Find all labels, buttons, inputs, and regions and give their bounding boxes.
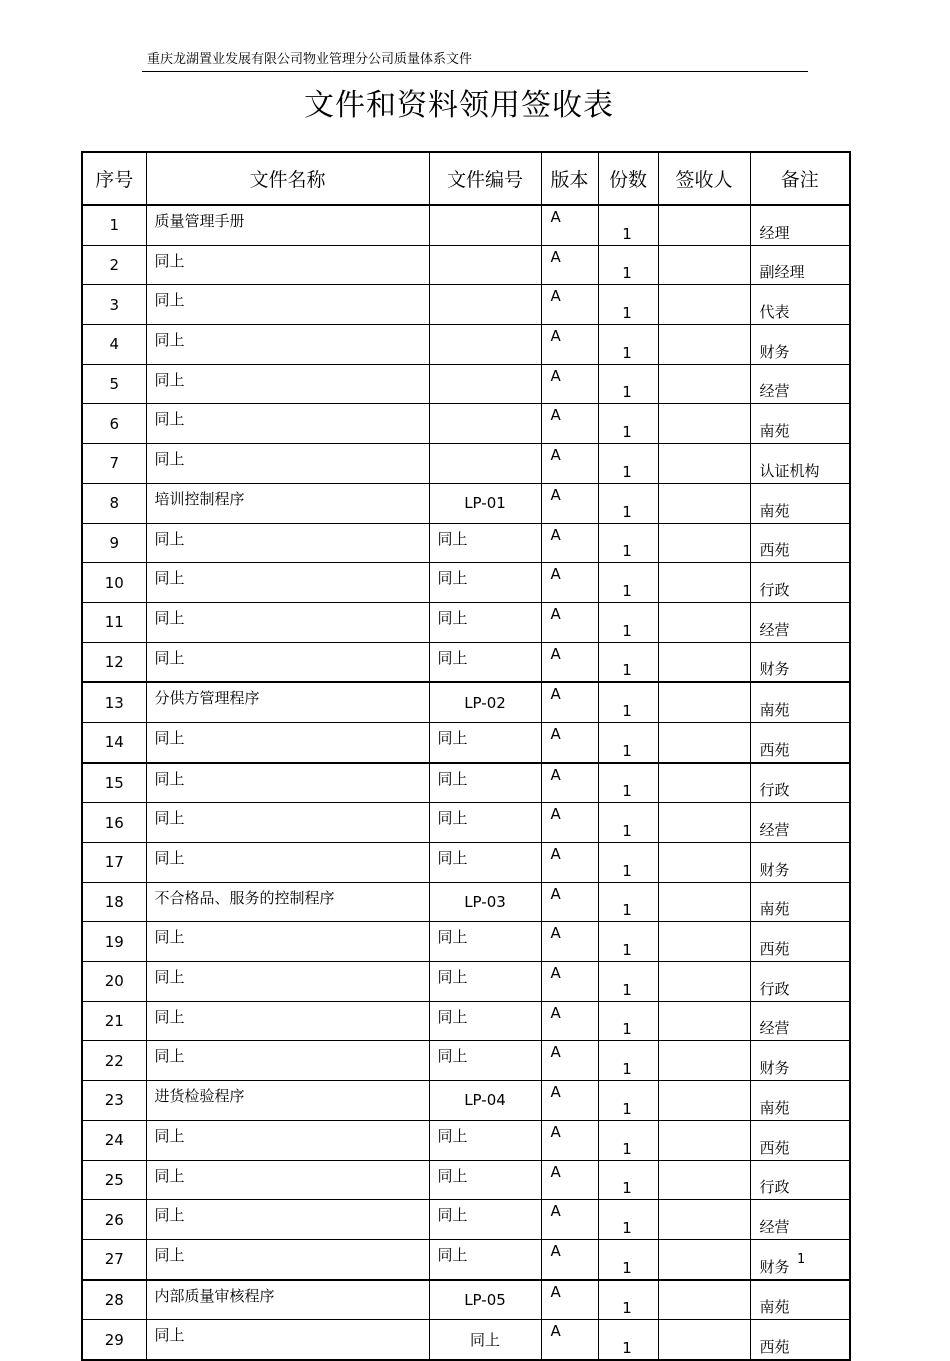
row-document-name: 同上 bbox=[146, 245, 429, 285]
row-note: 南苑 bbox=[750, 882, 850, 922]
row-signer bbox=[658, 205, 750, 245]
row-document-name: 同上 bbox=[146, 642, 429, 682]
row-note: 财务 bbox=[750, 325, 850, 365]
row-note: 财务 bbox=[750, 843, 850, 883]
table-row bbox=[82, 364, 850, 404]
row-version: A bbox=[541, 325, 598, 365]
row-document-name: 同上 bbox=[146, 962, 429, 1002]
row-document-code: LP-05 bbox=[429, 1280, 541, 1320]
row-signer bbox=[658, 922, 750, 962]
row-document-code: 同上 bbox=[429, 1041, 541, 1081]
table-row bbox=[82, 1320, 850, 1360]
row-document-name: 内部质量审核程序 bbox=[146, 1280, 429, 1320]
row-quantity: 1 bbox=[598, 843, 658, 883]
row-note: 西苑 bbox=[750, 722, 850, 762]
page-number: 1 bbox=[797, 1252, 806, 1267]
row-version: A bbox=[541, 404, 598, 444]
row-document-name: 同上 bbox=[146, 922, 429, 962]
row-note: 西苑 bbox=[750, 1320, 850, 1360]
row-signer bbox=[658, 602, 750, 642]
row-note: 经理 bbox=[750, 205, 850, 245]
row-quantity: 1 bbox=[598, 642, 658, 682]
row-version: A bbox=[541, 922, 598, 962]
row-document-name: 同上 bbox=[146, 364, 429, 404]
table-row bbox=[82, 602, 850, 642]
table-row bbox=[82, 843, 850, 883]
row-version: A bbox=[541, 444, 598, 484]
row-number: 27 bbox=[82, 1239, 146, 1279]
sign-off-table bbox=[81, 151, 851, 1361]
row-number: 17 bbox=[82, 843, 146, 883]
row-number: 26 bbox=[82, 1200, 146, 1240]
table-row bbox=[82, 1041, 850, 1081]
row-document-code bbox=[429, 285, 541, 325]
row-document-name: 同上 bbox=[146, 563, 429, 603]
row-quantity: 1 bbox=[598, 1280, 658, 1320]
row-signer bbox=[658, 563, 750, 603]
row-quantity: 1 bbox=[598, 922, 658, 962]
document-header: 重庆龙湖置业发展有限公司物业管理分公司质量体系文件 bbox=[147, 52, 473, 67]
row-document-code: 同上 bbox=[429, 763, 541, 803]
row-signer bbox=[658, 1320, 750, 1360]
row-document-code bbox=[429, 325, 541, 365]
row-signer bbox=[658, 1280, 750, 1320]
page-title: 文件和资料领用签收表 bbox=[304, 88, 614, 123]
row-quantity: 1 bbox=[598, 325, 658, 365]
row-note: 财务 bbox=[750, 1041, 850, 1081]
row-document-code bbox=[429, 205, 541, 245]
row-number: 15 bbox=[82, 763, 146, 803]
row-signer bbox=[658, 325, 750, 365]
row-version: A bbox=[541, 1200, 598, 1240]
table-row bbox=[82, 922, 850, 962]
row-quantity: 1 bbox=[598, 444, 658, 484]
row-version: A bbox=[541, 563, 598, 603]
table-row bbox=[82, 722, 850, 762]
row-quantity: 1 bbox=[598, 364, 658, 404]
row-signer bbox=[658, 1120, 750, 1160]
row-version: A bbox=[541, 1001, 598, 1041]
row-document-name: 同上 bbox=[146, 763, 429, 803]
row-document-code bbox=[429, 444, 541, 484]
row-signer bbox=[658, 1200, 750, 1240]
row-signer bbox=[658, 843, 750, 883]
row-note: 南苑 bbox=[750, 483, 850, 523]
row-version: A bbox=[541, 483, 598, 523]
row-number: 10 bbox=[82, 563, 146, 603]
row-note: 行政 bbox=[750, 763, 850, 803]
row-quantity: 1 bbox=[598, 1041, 658, 1081]
row-document-code: 同上 bbox=[429, 642, 541, 682]
row-document-code: LP-03 bbox=[429, 882, 541, 922]
table-row bbox=[82, 205, 850, 245]
row-document-code: 同上 bbox=[429, 1200, 541, 1240]
table-row bbox=[82, 404, 850, 444]
table-row bbox=[82, 245, 850, 285]
column-header-no: 序号 bbox=[82, 152, 146, 205]
row-document-name: 同上 bbox=[146, 1200, 429, 1240]
row-quantity: 1 bbox=[598, 682, 658, 722]
row-number: 5 bbox=[82, 364, 146, 404]
row-signer bbox=[658, 1041, 750, 1081]
row-document-code: 同上 bbox=[429, 602, 541, 642]
column-header-note: 备注 bbox=[750, 152, 850, 205]
row-note: 西苑 bbox=[750, 1120, 850, 1160]
row-quantity: 1 bbox=[598, 1081, 658, 1121]
row-number: 23 bbox=[82, 1081, 146, 1121]
row-signer bbox=[658, 364, 750, 404]
row-note: 南苑 bbox=[750, 1280, 850, 1320]
row-note: 经营 bbox=[750, 364, 850, 404]
row-document-name: 进货检验程序 bbox=[146, 1081, 429, 1121]
row-document-name: 同上 bbox=[146, 523, 429, 563]
row-quantity: 1 bbox=[598, 523, 658, 563]
row-document-name: 质量管理手册 bbox=[146, 205, 429, 245]
row-document-name: 同上 bbox=[146, 803, 429, 843]
row-version: A bbox=[541, 803, 598, 843]
table-row bbox=[82, 285, 850, 325]
row-number: 11 bbox=[82, 602, 146, 642]
row-number: 4 bbox=[82, 325, 146, 365]
row-version: A bbox=[541, 1041, 598, 1081]
row-signer bbox=[658, 245, 750, 285]
column-header-code: 文件编号 bbox=[429, 152, 541, 205]
row-quantity: 1 bbox=[598, 1160, 658, 1200]
row-document-name: 同上 bbox=[146, 404, 429, 444]
row-document-code: 同上 bbox=[429, 803, 541, 843]
row-number: 25 bbox=[82, 1160, 146, 1200]
table-row bbox=[82, 803, 850, 843]
row-document-code: 同上 bbox=[429, 523, 541, 563]
row-signer bbox=[658, 1001, 750, 1041]
row-note: 行政 bbox=[750, 563, 850, 603]
row-document-name: 同上 bbox=[146, 1320, 429, 1360]
row-number: 12 bbox=[82, 642, 146, 682]
table-row bbox=[82, 325, 850, 365]
row-note: 财务 bbox=[750, 1239, 850, 1279]
row-document-name: 分供方管理程序 bbox=[146, 682, 429, 722]
row-version: A bbox=[541, 722, 598, 762]
row-document-code: 同上 bbox=[429, 1001, 541, 1041]
row-document-name: 同上 bbox=[146, 325, 429, 365]
row-version: A bbox=[541, 285, 598, 325]
row-note: 经营 bbox=[750, 602, 850, 642]
row-version: A bbox=[541, 763, 598, 803]
row-document-name: 培训控制程序 bbox=[146, 483, 429, 523]
row-signer bbox=[658, 962, 750, 1002]
row-number: 28 bbox=[82, 1280, 146, 1320]
row-version: A bbox=[541, 1120, 598, 1160]
row-version: A bbox=[541, 882, 598, 922]
row-number: 18 bbox=[82, 882, 146, 922]
row-document-name: 同上 bbox=[146, 1001, 429, 1041]
row-document-name: 同上 bbox=[146, 1239, 429, 1279]
row-signer bbox=[658, 523, 750, 563]
row-version: A bbox=[541, 602, 598, 642]
row-signer bbox=[658, 1081, 750, 1121]
row-quantity: 1 bbox=[598, 245, 658, 285]
table-row bbox=[82, 563, 850, 603]
table-header-row bbox=[82, 152, 850, 205]
row-document-code: 同上 bbox=[429, 843, 541, 883]
column-header-version: 版本 bbox=[541, 152, 598, 205]
row-version: A bbox=[541, 364, 598, 404]
row-number: 19 bbox=[82, 922, 146, 962]
row-signer bbox=[658, 285, 750, 325]
row-number: 7 bbox=[82, 444, 146, 484]
row-quantity: 1 bbox=[598, 1239, 658, 1279]
row-quantity: 1 bbox=[598, 1001, 658, 1041]
table-row bbox=[82, 1200, 850, 1240]
column-header-name: 文件名称 bbox=[146, 152, 429, 205]
row-version: A bbox=[541, 1160, 598, 1200]
row-signer bbox=[658, 1239, 750, 1279]
row-quantity: 1 bbox=[598, 404, 658, 444]
row-number: 6 bbox=[82, 404, 146, 444]
table-row bbox=[82, 1081, 850, 1121]
row-document-code: LP-02 bbox=[429, 682, 541, 722]
row-number: 22 bbox=[82, 1041, 146, 1081]
row-quantity: 1 bbox=[598, 285, 658, 325]
row-note: 副经理 bbox=[750, 245, 850, 285]
row-document-code bbox=[429, 364, 541, 404]
row-number: 29 bbox=[82, 1320, 146, 1360]
row-version: A bbox=[541, 962, 598, 1002]
row-version: A bbox=[541, 1081, 598, 1121]
table-row bbox=[82, 642, 850, 682]
row-note: 财务 bbox=[750, 642, 850, 682]
row-version: A bbox=[541, 1239, 598, 1279]
row-document-name: 同上 bbox=[146, 722, 429, 762]
row-note: 南苑 bbox=[750, 682, 850, 722]
table-row bbox=[82, 523, 850, 563]
table-row bbox=[82, 1120, 850, 1160]
row-document-code: LP-01 bbox=[429, 483, 541, 523]
row-document-code: 同上 bbox=[429, 962, 541, 1002]
table-row bbox=[82, 763, 850, 803]
row-note: 南苑 bbox=[750, 1081, 850, 1121]
row-signer bbox=[658, 483, 750, 523]
row-note: 代表 bbox=[750, 285, 850, 325]
row-quantity: 1 bbox=[598, 563, 658, 603]
row-note: 经营 bbox=[750, 1001, 850, 1041]
row-signer bbox=[658, 763, 750, 803]
row-note: 行政 bbox=[750, 962, 850, 1002]
row-document-name: 同上 bbox=[146, 1160, 429, 1200]
row-signer bbox=[658, 803, 750, 843]
row-quantity: 1 bbox=[598, 602, 658, 642]
row-document-code bbox=[429, 245, 541, 285]
row-document-name: 同上 bbox=[146, 285, 429, 325]
row-document-code: 同上 bbox=[429, 722, 541, 762]
table-row bbox=[82, 682, 850, 722]
row-quantity: 1 bbox=[598, 722, 658, 762]
row-number: 16 bbox=[82, 803, 146, 843]
table-row bbox=[82, 882, 850, 922]
row-note: 西苑 bbox=[750, 523, 850, 563]
row-document-code: 同上 bbox=[429, 922, 541, 962]
row-signer bbox=[658, 682, 750, 722]
row-document-code: LP-04 bbox=[429, 1081, 541, 1121]
row-note: 西苑 bbox=[750, 922, 850, 962]
row-document-name: 同上 bbox=[146, 1041, 429, 1081]
row-document-name: 同上 bbox=[146, 843, 429, 883]
row-quantity: 1 bbox=[598, 803, 658, 843]
row-document-name: 同上 bbox=[146, 602, 429, 642]
table-row bbox=[82, 483, 850, 523]
row-number: 2 bbox=[82, 245, 146, 285]
table-row bbox=[82, 962, 850, 1002]
column-header-signer: 签收人 bbox=[658, 152, 750, 205]
row-version: A bbox=[541, 1280, 598, 1320]
row-signer bbox=[658, 722, 750, 762]
row-signer bbox=[658, 882, 750, 922]
row-quantity: 1 bbox=[598, 205, 658, 245]
row-quantity: 1 bbox=[598, 1320, 658, 1360]
row-version: A bbox=[541, 523, 598, 563]
row-version: A bbox=[541, 843, 598, 883]
row-number: 14 bbox=[82, 722, 146, 762]
header-divider bbox=[142, 71, 808, 72]
row-version: A bbox=[541, 245, 598, 285]
table-row bbox=[82, 1239, 850, 1279]
row-number: 13 bbox=[82, 682, 146, 722]
row-document-code: 同上 bbox=[429, 1320, 541, 1360]
row-document-code: 同上 bbox=[429, 1120, 541, 1160]
row-signer bbox=[658, 642, 750, 682]
row-note: 经营 bbox=[750, 1200, 850, 1240]
row-note: 经营 bbox=[750, 803, 850, 843]
column-header-quantity: 份数 bbox=[598, 152, 658, 205]
table-row bbox=[82, 1001, 850, 1041]
row-version: A bbox=[541, 1320, 598, 1360]
row-quantity: 1 bbox=[598, 763, 658, 803]
row-quantity: 1 bbox=[598, 1120, 658, 1160]
row-number: 3 bbox=[82, 285, 146, 325]
row-document-name: 不合格品、服务的控制程序 bbox=[146, 882, 429, 922]
row-number: 24 bbox=[82, 1120, 146, 1160]
row-document-name: 同上 bbox=[146, 444, 429, 484]
row-quantity: 1 bbox=[598, 962, 658, 1002]
row-note: 认证机构 bbox=[750, 444, 850, 484]
row-version: A bbox=[541, 642, 598, 682]
row-document-name: 同上 bbox=[146, 1120, 429, 1160]
row-signer bbox=[658, 444, 750, 484]
row-number: 21 bbox=[82, 1001, 146, 1041]
row-document-code: 同上 bbox=[429, 1160, 541, 1200]
row-quantity: 1 bbox=[598, 483, 658, 523]
row-version: A bbox=[541, 682, 598, 722]
row-note: 行政 bbox=[750, 1160, 850, 1200]
row-signer bbox=[658, 1160, 750, 1200]
row-note: 南苑 bbox=[750, 404, 850, 444]
row-document-code: 同上 bbox=[429, 563, 541, 603]
row-version: A bbox=[541, 205, 598, 245]
table-row bbox=[82, 1280, 850, 1320]
row-number: 20 bbox=[82, 962, 146, 1002]
row-quantity: 1 bbox=[598, 1200, 658, 1240]
row-quantity: 1 bbox=[598, 882, 658, 922]
row-number: 8 bbox=[82, 483, 146, 523]
table-row bbox=[82, 444, 850, 484]
row-signer bbox=[658, 404, 750, 444]
row-document-code bbox=[429, 404, 541, 444]
row-number: 9 bbox=[82, 523, 146, 563]
table-row bbox=[82, 1160, 850, 1200]
row-document-code: 同上 bbox=[429, 1239, 541, 1279]
row-number: 1 bbox=[82, 205, 146, 245]
